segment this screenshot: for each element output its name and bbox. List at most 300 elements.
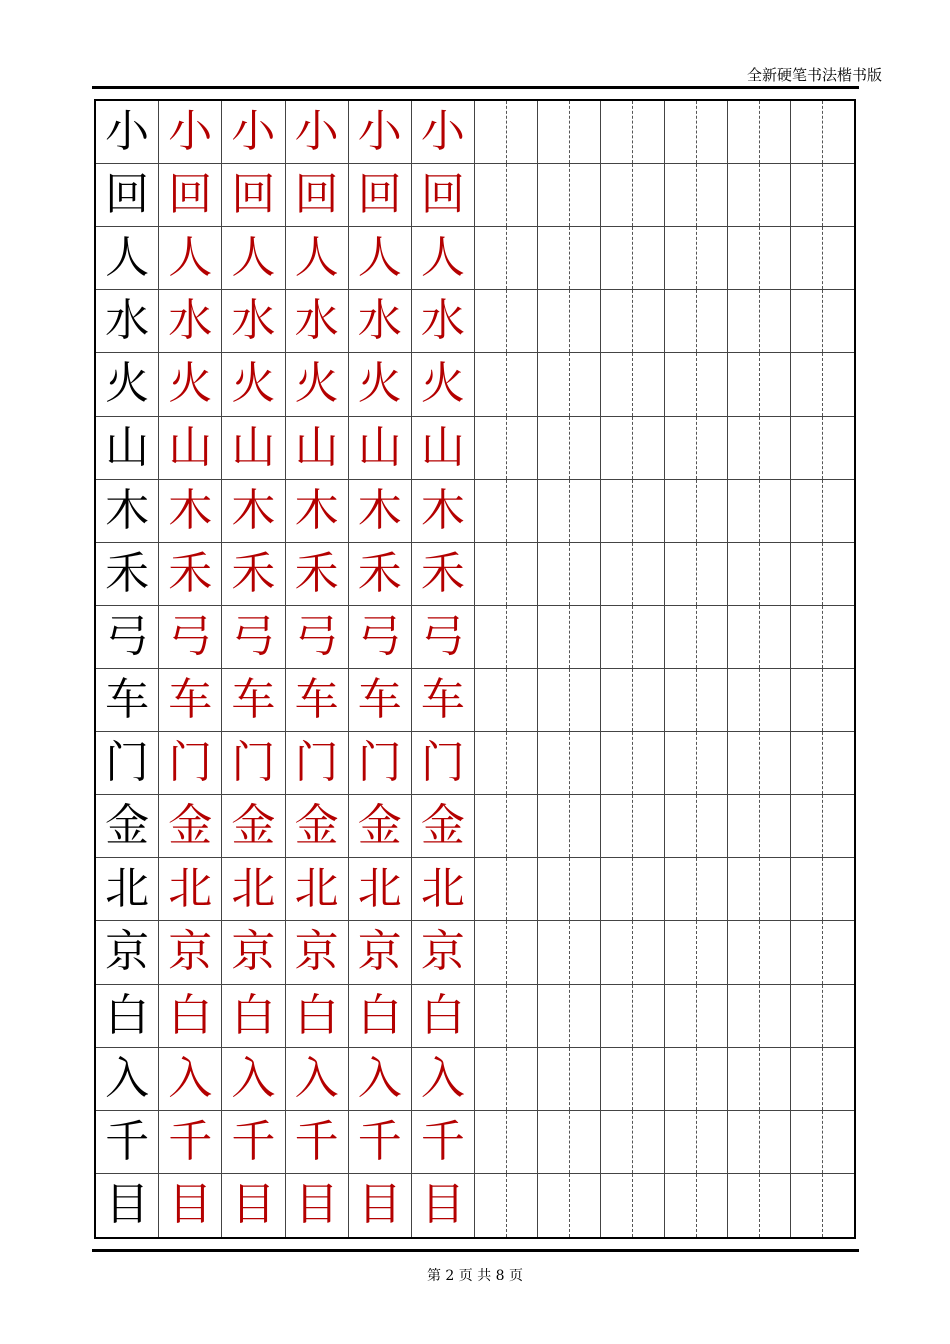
practice-cell bbox=[601, 606, 664, 669]
practice-cell bbox=[791, 543, 854, 606]
trace-cell bbox=[349, 669, 412, 732]
model-character: 京 bbox=[105, 926, 150, 978]
trace-character: 人 bbox=[420, 232, 465, 284]
trace-cell bbox=[222, 227, 285, 290]
trace-cell bbox=[222, 543, 285, 606]
trace-cell bbox=[349, 858, 412, 921]
trace-cell bbox=[159, 480, 222, 543]
trace-cell bbox=[349, 985, 412, 1048]
trace-character: 弓 bbox=[294, 610, 339, 662]
trace-cell bbox=[222, 669, 285, 732]
trace-character: 北 bbox=[231, 863, 276, 915]
trace-cell bbox=[222, 606, 285, 669]
practice-cell bbox=[601, 480, 664, 543]
practice-cell bbox=[538, 921, 601, 984]
trace-cell bbox=[349, 921, 412, 984]
practice-cell bbox=[791, 1174, 854, 1237]
practice-cell bbox=[601, 1048, 664, 1111]
practice-cell bbox=[728, 1174, 791, 1237]
trace-character: 入 bbox=[357, 1052, 402, 1104]
trace-character: 目 bbox=[231, 1179, 276, 1231]
trace-character: 千 bbox=[231, 1115, 276, 1167]
trace-character: 千 bbox=[168, 1115, 213, 1167]
practice-cell bbox=[728, 480, 791, 543]
trace-cell bbox=[159, 227, 222, 290]
practice-cell bbox=[538, 480, 601, 543]
practice-cell bbox=[665, 101, 728, 164]
practice-cell bbox=[475, 1174, 538, 1237]
trace-cell bbox=[222, 101, 285, 164]
practice-cell bbox=[601, 164, 664, 227]
model-character: 目 bbox=[105, 1179, 150, 1231]
practice-cell bbox=[728, 417, 791, 480]
model-character: 弓 bbox=[105, 610, 150, 662]
trace-character: 木 bbox=[168, 484, 213, 536]
practice-cell bbox=[475, 1111, 538, 1174]
trace-cell bbox=[412, 795, 475, 858]
trace-cell bbox=[159, 606, 222, 669]
practice-cell bbox=[601, 921, 664, 984]
trace-character: 金 bbox=[231, 800, 276, 852]
page-number: 第 2 页 共 8 页 bbox=[426, 1268, 524, 1284]
trace-character: 水 bbox=[168, 295, 213, 347]
trace-cell bbox=[222, 858, 285, 921]
trace-cell bbox=[222, 1048, 285, 1111]
trace-cell bbox=[349, 101, 412, 164]
practice-cell bbox=[665, 732, 728, 795]
trace-character: 人 bbox=[231, 232, 276, 284]
trace-character: 木 bbox=[294, 484, 339, 536]
trace-character: 门 bbox=[294, 737, 339, 789]
practice-cell bbox=[475, 543, 538, 606]
practice-cell bbox=[791, 227, 854, 290]
model-cell bbox=[96, 417, 159, 480]
trace-character: 弓 bbox=[231, 610, 276, 662]
practice-cell bbox=[791, 669, 854, 732]
model-character: 禾 bbox=[105, 547, 150, 599]
trace-character: 入 bbox=[420, 1052, 465, 1104]
practice-cell bbox=[475, 480, 538, 543]
trace-character: 弓 bbox=[420, 610, 465, 662]
model-cell bbox=[96, 858, 159, 921]
model-cell bbox=[96, 290, 159, 353]
practice-cell bbox=[538, 858, 601, 921]
practice-cell bbox=[665, 227, 728, 290]
practice-cell bbox=[791, 353, 854, 416]
trace-character: 小 bbox=[420, 106, 465, 158]
model-cell bbox=[96, 353, 159, 416]
model-character: 白 bbox=[105, 989, 150, 1041]
model-character: 水 bbox=[105, 295, 150, 347]
trace-character: 白 bbox=[231, 989, 276, 1041]
trace-character: 禾 bbox=[357, 547, 402, 599]
practice-cell bbox=[665, 858, 728, 921]
trace-character: 白 bbox=[168, 989, 213, 1041]
trace-cell bbox=[412, 164, 475, 227]
trace-character: 金 bbox=[420, 800, 465, 852]
model-cell bbox=[96, 164, 159, 227]
practice-cell bbox=[665, 1111, 728, 1174]
practice-cell bbox=[665, 480, 728, 543]
practice-cell bbox=[665, 669, 728, 732]
trace-cell bbox=[412, 480, 475, 543]
trace-character: 京 bbox=[420, 926, 465, 978]
practice-cell bbox=[601, 858, 664, 921]
trace-cell bbox=[286, 985, 349, 1048]
model-cell bbox=[96, 480, 159, 543]
trace-cell bbox=[222, 417, 285, 480]
trace-character: 水 bbox=[357, 295, 402, 347]
trace-cell bbox=[349, 1111, 412, 1174]
trace-character: 回 bbox=[420, 169, 465, 221]
trace-character: 北 bbox=[357, 863, 402, 915]
model-cell bbox=[96, 1111, 159, 1174]
practice-cell bbox=[601, 101, 664, 164]
practice-cell bbox=[475, 290, 538, 353]
trace-character: 白 bbox=[420, 989, 465, 1041]
practice-cell bbox=[601, 543, 664, 606]
trace-character: 火 bbox=[294, 358, 339, 410]
model-character: 人 bbox=[105, 232, 150, 284]
practice-cell bbox=[538, 227, 601, 290]
practice-cell bbox=[728, 353, 791, 416]
model-cell bbox=[96, 921, 159, 984]
trace-character: 目 bbox=[168, 1179, 213, 1231]
practice-cell bbox=[791, 1111, 854, 1174]
trace-cell bbox=[222, 795, 285, 858]
trace-cell bbox=[349, 164, 412, 227]
trace-cell bbox=[286, 921, 349, 984]
trace-character: 回 bbox=[294, 169, 339, 221]
practice-cell bbox=[791, 985, 854, 1048]
trace-cell bbox=[412, 290, 475, 353]
practice-cell bbox=[728, 921, 791, 984]
trace-cell bbox=[349, 353, 412, 416]
trace-character: 目 bbox=[420, 1179, 465, 1231]
practice-cell bbox=[728, 1111, 791, 1174]
trace-character: 千 bbox=[420, 1115, 465, 1167]
trace-character: 金 bbox=[357, 800, 402, 852]
model-cell bbox=[96, 669, 159, 732]
trace-character: 木 bbox=[357, 484, 402, 536]
trace-cell bbox=[412, 858, 475, 921]
trace-cell bbox=[286, 606, 349, 669]
model-character: 山 bbox=[105, 421, 150, 473]
practice-cell bbox=[538, 164, 601, 227]
practice-cell bbox=[475, 417, 538, 480]
practice-cell bbox=[475, 227, 538, 290]
trace-character: 禾 bbox=[168, 547, 213, 599]
trace-character: 火 bbox=[420, 358, 465, 410]
trace-cell bbox=[286, 101, 349, 164]
trace-character: 回 bbox=[231, 169, 276, 221]
trace-cell bbox=[349, 1174, 412, 1237]
trace-cell bbox=[286, 417, 349, 480]
trace-character: 入 bbox=[168, 1052, 213, 1104]
practice-cell bbox=[728, 795, 791, 858]
trace-character: 车 bbox=[231, 674, 276, 726]
trace-character: 京 bbox=[294, 926, 339, 978]
practice-cell bbox=[791, 606, 854, 669]
model-cell bbox=[96, 227, 159, 290]
trace-cell bbox=[412, 1111, 475, 1174]
trace-cell bbox=[286, 480, 349, 543]
trace-character: 京 bbox=[231, 926, 276, 978]
practice-cell bbox=[791, 417, 854, 480]
model-character: 小 bbox=[105, 106, 150, 158]
practice-cell bbox=[475, 606, 538, 669]
trace-character: 火 bbox=[168, 358, 213, 410]
trace-character: 车 bbox=[168, 674, 213, 726]
trace-cell bbox=[159, 1048, 222, 1111]
trace-cell bbox=[349, 795, 412, 858]
trace-character: 门 bbox=[420, 737, 465, 789]
practice-grid bbox=[96, 101, 854, 1237]
practice-cell bbox=[791, 795, 854, 858]
trace-cell bbox=[159, 732, 222, 795]
trace-character: 北 bbox=[168, 863, 213, 915]
trace-cell bbox=[286, 290, 349, 353]
trace-cell bbox=[159, 1174, 222, 1237]
header-title: 全新硬笔书法楷书版 bbox=[746, 66, 882, 84]
practice-cell bbox=[665, 985, 728, 1048]
trace-cell bbox=[159, 858, 222, 921]
trace-character: 目 bbox=[357, 1179, 402, 1231]
trace-cell bbox=[159, 164, 222, 227]
trace-cell bbox=[159, 985, 222, 1048]
trace-cell bbox=[412, 353, 475, 416]
practice-cell bbox=[728, 985, 791, 1048]
practice-cell bbox=[791, 290, 854, 353]
practice-cell bbox=[665, 290, 728, 353]
practice-cell bbox=[538, 669, 601, 732]
trace-character: 禾 bbox=[231, 547, 276, 599]
practice-cell bbox=[665, 353, 728, 416]
trace-cell bbox=[412, 227, 475, 290]
model-character: 回 bbox=[105, 169, 150, 221]
trace-character: 金 bbox=[294, 800, 339, 852]
trace-cell bbox=[412, 985, 475, 1048]
trace-cell bbox=[349, 606, 412, 669]
trace-character: 入 bbox=[231, 1052, 276, 1104]
trace-cell bbox=[222, 1111, 285, 1174]
trace-character: 木 bbox=[231, 484, 276, 536]
practice-cell bbox=[728, 101, 791, 164]
model-cell bbox=[96, 985, 159, 1048]
practice-cell bbox=[475, 669, 538, 732]
trace-character: 白 bbox=[357, 989, 402, 1041]
practice-cell bbox=[665, 1048, 728, 1111]
trace-character: 小 bbox=[357, 106, 402, 158]
trace-character: 弓 bbox=[168, 610, 213, 662]
practice-cell bbox=[538, 543, 601, 606]
practice-cell bbox=[791, 101, 854, 164]
model-cell bbox=[96, 543, 159, 606]
trace-cell bbox=[286, 227, 349, 290]
model-character: 金 bbox=[105, 800, 150, 852]
trace-cell bbox=[349, 227, 412, 290]
trace-cell bbox=[286, 1111, 349, 1174]
trace-cell bbox=[159, 290, 222, 353]
trace-cell bbox=[286, 543, 349, 606]
model-character: 火 bbox=[105, 358, 150, 410]
trace-cell bbox=[222, 985, 285, 1048]
header-rule bbox=[92, 86, 859, 89]
trace-character: 千 bbox=[294, 1115, 339, 1167]
trace-character: 门 bbox=[231, 737, 276, 789]
trace-cell bbox=[412, 543, 475, 606]
practice-cell bbox=[538, 101, 601, 164]
trace-character: 小 bbox=[294, 106, 339, 158]
trace-character: 金 bbox=[168, 800, 213, 852]
trace-character: 白 bbox=[294, 989, 339, 1041]
model-character: 木 bbox=[105, 484, 150, 536]
trace-cell bbox=[159, 543, 222, 606]
practice-cell bbox=[475, 732, 538, 795]
practice-cell bbox=[538, 290, 601, 353]
practice-cell bbox=[665, 921, 728, 984]
trace-character: 弓 bbox=[357, 610, 402, 662]
trace-character: 禾 bbox=[294, 547, 339, 599]
trace-cell bbox=[349, 417, 412, 480]
practice-cell bbox=[665, 543, 728, 606]
trace-cell bbox=[286, 669, 349, 732]
practice-cell bbox=[728, 732, 791, 795]
practice-cell bbox=[475, 164, 538, 227]
model-cell bbox=[96, 606, 159, 669]
practice-cell bbox=[728, 858, 791, 921]
practice-cell bbox=[601, 1111, 664, 1174]
trace-character: 北 bbox=[420, 863, 465, 915]
model-cell bbox=[96, 1048, 159, 1111]
practice-cell bbox=[538, 1111, 601, 1174]
practice-cell bbox=[601, 795, 664, 858]
practice-cell bbox=[728, 227, 791, 290]
trace-cell bbox=[349, 543, 412, 606]
trace-character: 火 bbox=[231, 358, 276, 410]
practice-cell bbox=[475, 101, 538, 164]
trace-character: 回 bbox=[357, 169, 402, 221]
trace-cell bbox=[349, 290, 412, 353]
trace-character: 人 bbox=[294, 232, 339, 284]
trace-cell bbox=[159, 1111, 222, 1174]
practice-cell bbox=[538, 417, 601, 480]
trace-character: 京 bbox=[357, 926, 402, 978]
practice-cell bbox=[791, 1048, 854, 1111]
practice-cell bbox=[791, 480, 854, 543]
practice-cell bbox=[601, 417, 664, 480]
trace-cell bbox=[159, 669, 222, 732]
practice-cell bbox=[728, 669, 791, 732]
practice-cell bbox=[665, 164, 728, 227]
trace-character: 车 bbox=[420, 674, 465, 726]
practice-cell bbox=[665, 417, 728, 480]
trace-character: 回 bbox=[168, 169, 213, 221]
practice-cell bbox=[728, 290, 791, 353]
practice-cell bbox=[728, 164, 791, 227]
trace-character: 千 bbox=[357, 1115, 402, 1167]
trace-character: 北 bbox=[294, 863, 339, 915]
trace-cell bbox=[412, 606, 475, 669]
trace-character: 入 bbox=[294, 1052, 339, 1104]
model-character: 车 bbox=[105, 674, 150, 726]
practice-cell bbox=[475, 921, 538, 984]
trace-character: 小 bbox=[168, 106, 213, 158]
trace-cell bbox=[412, 732, 475, 795]
trace-cell bbox=[222, 353, 285, 416]
trace-cell bbox=[412, 101, 475, 164]
model-cell bbox=[96, 101, 159, 164]
trace-cell bbox=[412, 1048, 475, 1111]
model-cell bbox=[96, 795, 159, 858]
trace-cell bbox=[412, 1174, 475, 1237]
trace-cell bbox=[222, 921, 285, 984]
trace-character: 山 bbox=[294, 421, 339, 473]
trace-cell bbox=[349, 480, 412, 543]
trace-character: 木 bbox=[420, 484, 465, 536]
trace-character: 水 bbox=[420, 295, 465, 347]
trace-cell bbox=[159, 101, 222, 164]
practice-cell bbox=[791, 732, 854, 795]
practice-cell bbox=[538, 606, 601, 669]
practice-cell bbox=[665, 606, 728, 669]
trace-cell bbox=[412, 669, 475, 732]
trace-cell bbox=[412, 417, 475, 480]
practice-cell bbox=[728, 543, 791, 606]
model-cell bbox=[96, 732, 159, 795]
practice-cell bbox=[475, 353, 538, 416]
practice-cell bbox=[538, 1174, 601, 1237]
trace-character: 人 bbox=[168, 232, 213, 284]
model-character: 千 bbox=[105, 1115, 150, 1167]
trace-cell bbox=[222, 480, 285, 543]
practice-cell bbox=[601, 227, 664, 290]
trace-cell bbox=[159, 353, 222, 416]
trace-cell bbox=[286, 858, 349, 921]
trace-character: 小 bbox=[231, 106, 276, 158]
trace-cell bbox=[222, 732, 285, 795]
practice-cell bbox=[791, 164, 854, 227]
model-character: 门 bbox=[105, 737, 150, 789]
practice-cell bbox=[475, 858, 538, 921]
trace-cell bbox=[159, 795, 222, 858]
trace-cell bbox=[286, 164, 349, 227]
trace-cell bbox=[159, 417, 222, 480]
practice-cell bbox=[601, 732, 664, 795]
practice-cell bbox=[475, 795, 538, 858]
practice-cell bbox=[601, 290, 664, 353]
trace-cell bbox=[349, 1048, 412, 1111]
practice-cell bbox=[665, 795, 728, 858]
practice-cell bbox=[601, 985, 664, 1048]
trace-character: 车 bbox=[357, 674, 402, 726]
practice-cell bbox=[538, 1048, 601, 1111]
practice-cell bbox=[728, 606, 791, 669]
trace-character: 门 bbox=[357, 737, 402, 789]
practice-cell bbox=[538, 985, 601, 1048]
trace-character: 山 bbox=[357, 421, 402, 473]
footer-rule bbox=[92, 1249, 859, 1252]
trace-character: 京 bbox=[168, 926, 213, 978]
practice-cell bbox=[538, 353, 601, 416]
model-character: 入 bbox=[105, 1052, 150, 1104]
practice-cell bbox=[538, 795, 601, 858]
trace-character: 水 bbox=[231, 295, 276, 347]
trace-cell bbox=[286, 732, 349, 795]
trace-cell bbox=[159, 921, 222, 984]
trace-character: 火 bbox=[357, 358, 402, 410]
trace-cell bbox=[286, 1174, 349, 1237]
